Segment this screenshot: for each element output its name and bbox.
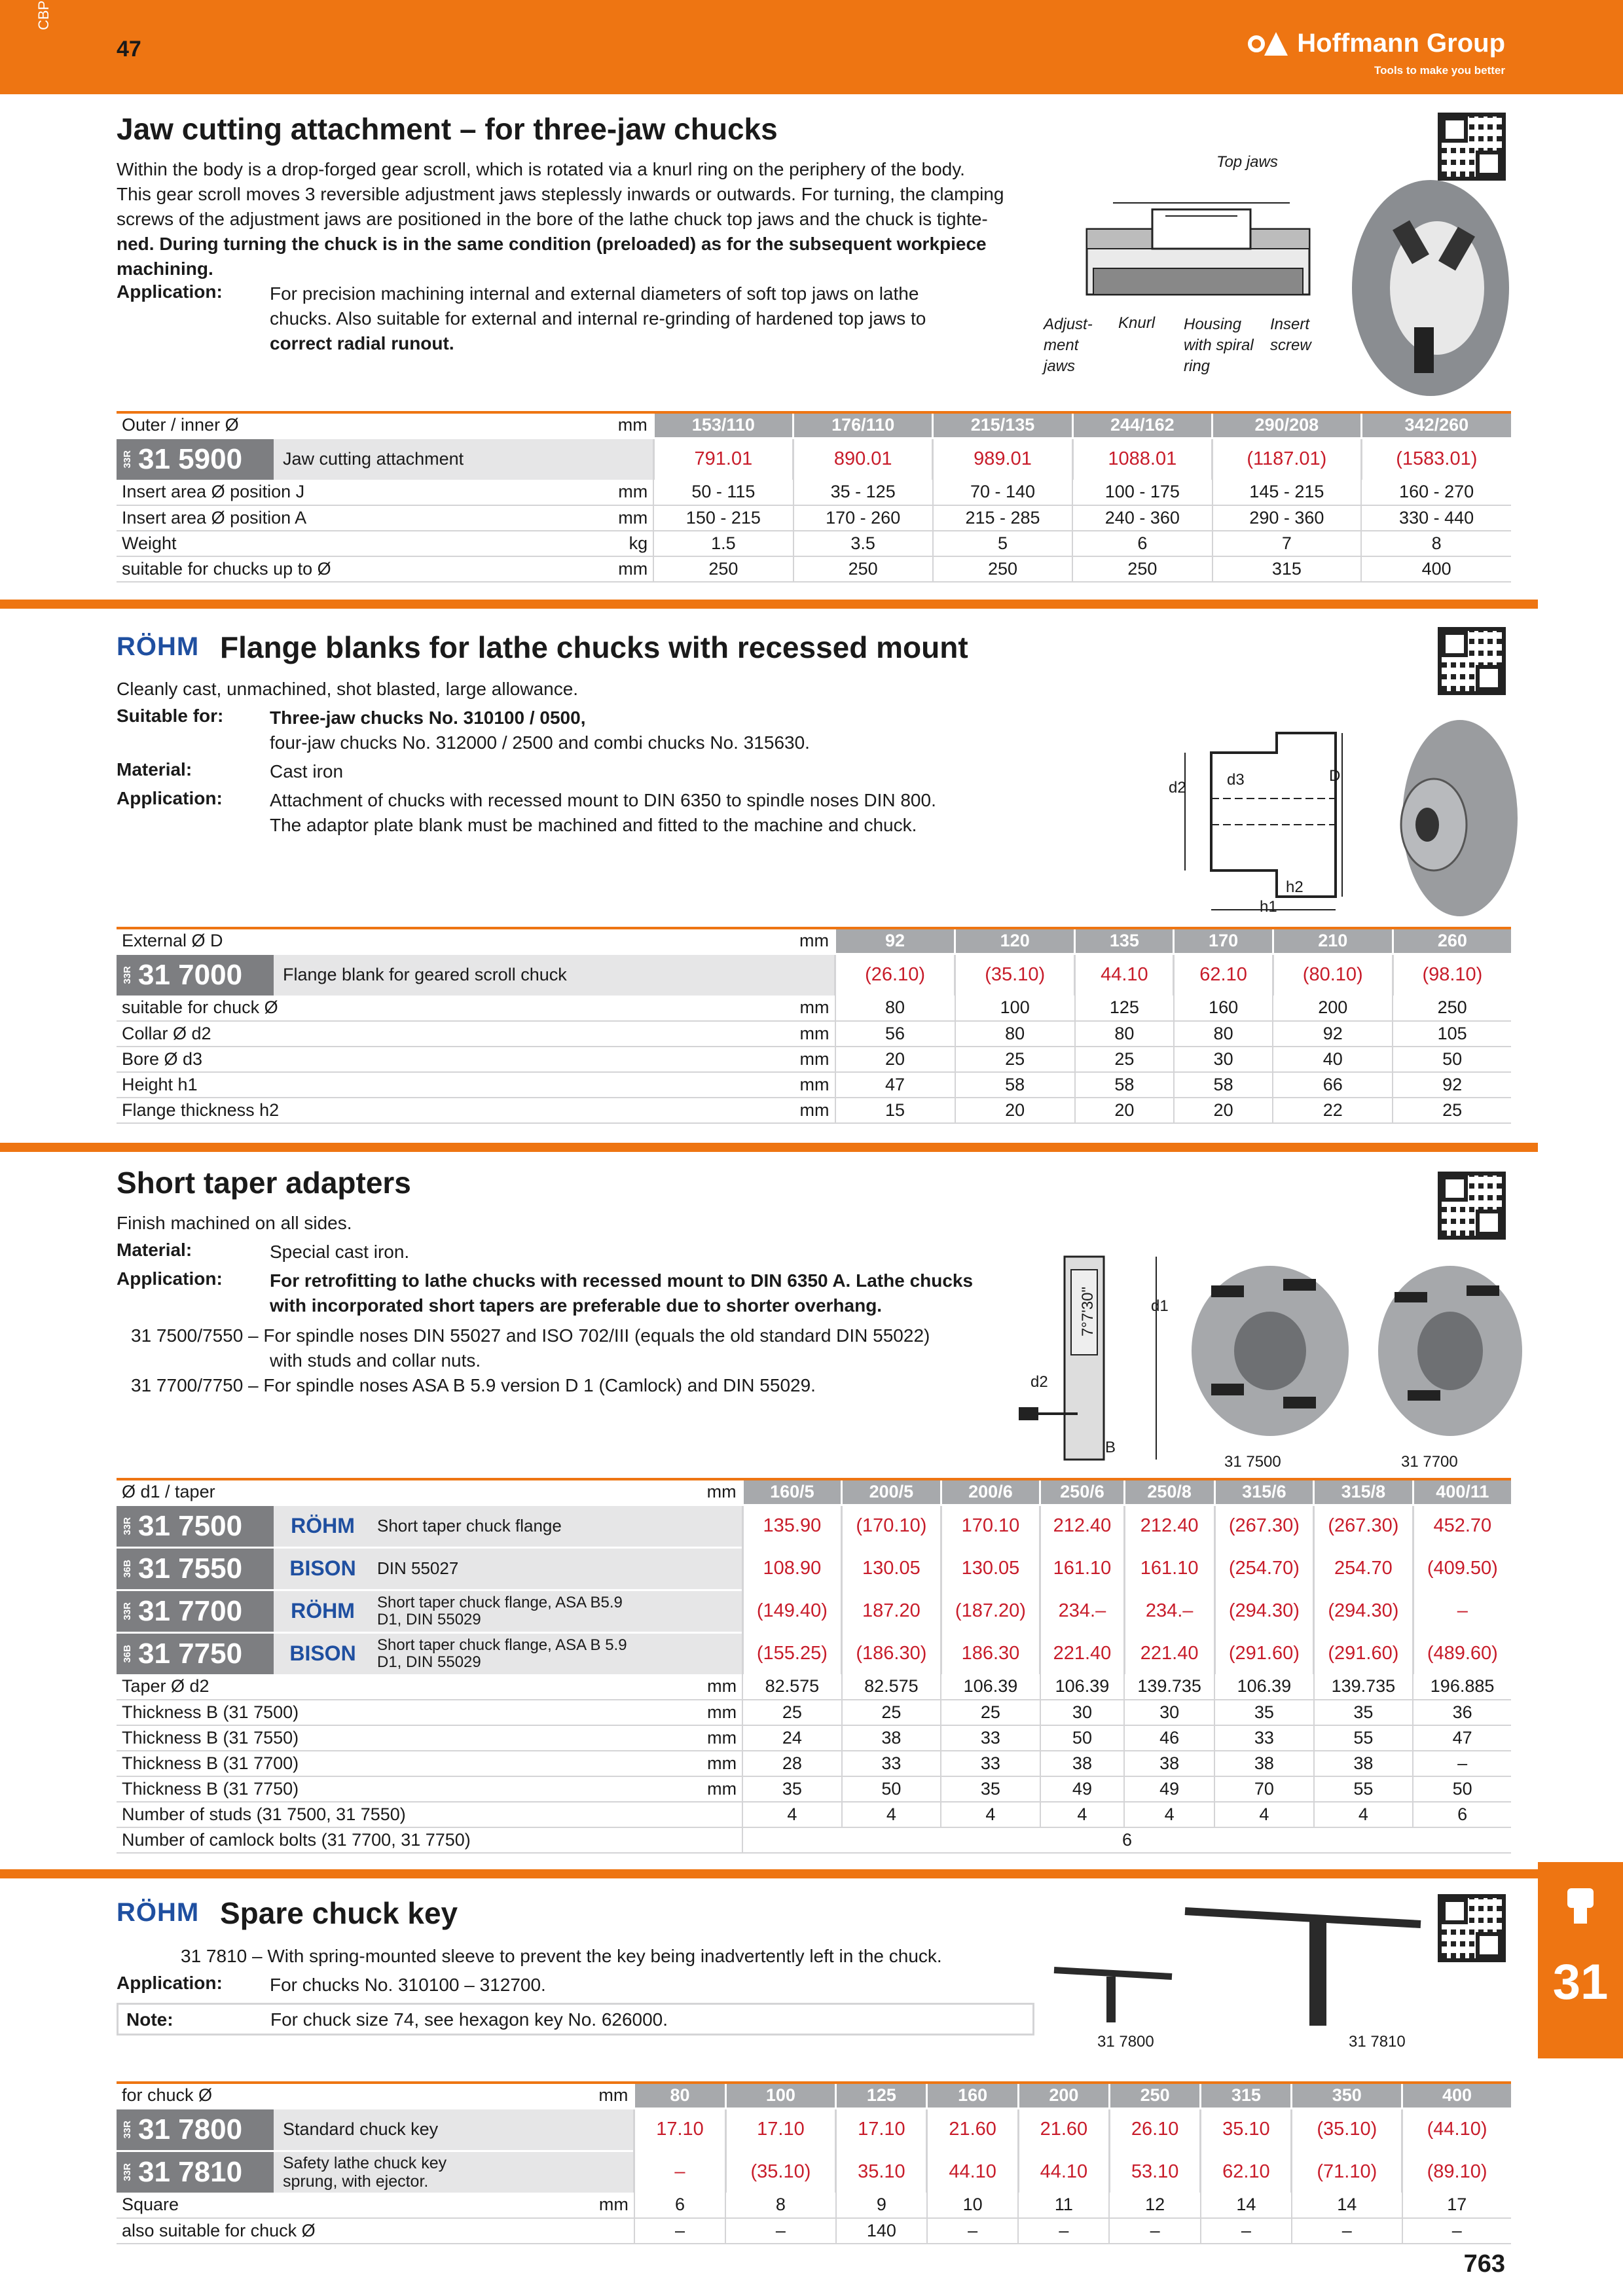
page-number-bottom: 763 — [1463, 2250, 1505, 2278]
article-description: Jaw cutting attachment — [283, 449, 464, 469]
bison-logo: BISON — [289, 1556, 356, 1580]
image-caption: 31 7800 — [1097, 2033, 1154, 2051]
chuck-key-photo — [1048, 1898, 1427, 2029]
material-label: Material: — [117, 759, 192, 780]
material-text: Special cast iron. — [270, 1242, 410, 1262]
short-taper-photo-317700 — [1368, 1246, 1525, 1443]
dim-label: D — [1329, 767, 1341, 785]
chuck-key-description: 31 7810 – With spring-mounted sleeve to prevent the key being inadvertently left in the chuck. — [181, 1946, 942, 1966]
qr-code[interactable] — [1438, 113, 1506, 181]
application-text: For chucks No. 310100 – 312700. — [270, 1975, 546, 1995]
table-short-taper — [117, 1478, 1511, 1854]
section-title-jaw-cutting: Jaw cutting attachment – for three-jaw chucks — [117, 112, 778, 146]
brand-name: Hoffmann Group — [1297, 29, 1505, 58]
section1-application-text: For precision machining internal and external diameters of soft top jaws on lathe chucks. Also suitable for external and internal re-grinding of hardened top jaws to correct radial runout. — [270, 283, 926, 353]
caption-housing: Housing with spiral ring — [1184, 315, 1254, 375]
price: 791.01 — [653, 438, 793, 480]
note-box — [117, 2003, 1034, 2036]
flange-blank-photo — [1381, 713, 1519, 923]
article-number: 33R 31 7700 — [117, 1591, 274, 1632]
chapter-tab[interactable] — [1538, 1862, 1623, 2058]
rohm-logo: RÖHM — [291, 1514, 355, 1537]
price: 989.01 — [933, 438, 1072, 480]
table-row: also suitable for chuck Ø – – 140 – – – – – – — [117, 2218, 1511, 2244]
variant-note-b: 31 7700/7750 – For spindle noses ASA B 5.9 version D 1 (Camlock) and DIN 55029. — [131, 1375, 816, 1395]
dim-label: h1 — [1260, 898, 1277, 916]
section-title-chuck-key: Spare chuck key — [220, 1896, 458, 1930]
brand-tagline: Tools to make you better — [1374, 64, 1505, 77]
table-header-label: Outer / inner Ø — [117, 412, 613, 438]
dim-label: d1 — [1151, 1297, 1169, 1315]
section-divider — [0, 600, 1538, 609]
short-taper-drawing — [1006, 1250, 1163, 1466]
table-row: Collar Ø d2 mm 56 80 80 80 92 105 — [117, 1021, 1511, 1047]
application-label: Application: — [117, 788, 223, 808]
jaw-cutting-photo — [1349, 177, 1512, 399]
article-number: 33R 31 7810 — [117, 2152, 274, 2193]
price: (1583.01) — [1361, 438, 1511, 480]
article-row-317800[interactable]: 33R 31 7800 Standard chuck key 17.10 17.10 17.10 21.60 21.60 26.10 35.10 (35.10) (44.10) — [117, 2108, 1511, 2151]
application-label: Application: — [117, 1973, 223, 1993]
rohm-logo: RÖHM — [291, 1599, 355, 1623]
table-header-row: External Ø D mm 92 120 135 170 210 260 — [117, 928, 1511, 954]
section1-application-label: Application: — [117, 281, 223, 302]
image-caption: 31 7700 — [1401, 1453, 1458, 1471]
table-row: Bore Ø d3 mm 20 25 25 30 40 50 — [117, 1047, 1511, 1072]
table-row: suitable for chuck Ø mm 80 100 125 160 200 250 — [117, 996, 1511, 1021]
qr-code[interactable] — [1438, 1894, 1506, 1962]
article-number: 36B 31 7750 — [117, 1634, 274, 1674]
header-bar — [0, 0, 1623, 94]
dim-label-angle: 7°7'30" — [1079, 1286, 1097, 1337]
table-header-row: for chuck Ø mm 80 100 125 160 200 250 315 350 400 — [117, 2083, 1511, 2108]
section3-intro: Finish machined on all sides. — [117, 1213, 352, 1233]
table-row: Square mm 6 8 9 10 11 12 14 14 17 — [117, 2193, 1511, 2218]
section1-intro: Within the body is a drop-forged gear scroll, which is rotated via a knurl ring on the periphery of the body. This gear scroll moves 3 reversible adjustment jaws steplessly inwards or outwards. For turning, the clamping screws of the adjustment jaws are positioned in the bore of the lathe chuck top jaws and the chuck is tighte- ned. During turning the chuck is in the same condition (preloaded) as for the subsequent workpiece machining. — [117, 159, 1004, 279]
caption-knurl: Knurl — [1118, 314, 1156, 332]
section-title-flange-blanks: Flange blanks for lathe chucks with recessed mount — [220, 630, 968, 664]
dim-label: h2 — [1286, 878, 1304, 896]
article-row-317810[interactable]: 33R 31 7810 Safety lathe chuck key sprung, with ejector. – (35.10) 35.10 44.10 44.10 53.10 62.10 (71.10) (89.10) — [117, 2151, 1511, 2193]
table-header-row: Ø d1 / taper mm 160/5 200/5 200/6 250/6 250/8 315/6 315/8 400/11 — [117, 1479, 1511, 1505]
table-row: Taper Ø d2 mm 82.575 82.575 106.39 106.39 139.735 106.39 139.735 196.885 — [117, 1674, 1511, 1700]
table-row: Thickness B (31 7500) mm 25 25 25 30 30 35 35 36 — [117, 1700, 1511, 1725]
page-number-top: 47 — [117, 37, 141, 62]
application-label: Application: — [117, 1268, 223, 1289]
note-text: For chuck size 74, see hexagon key No. 626000. — [270, 2009, 668, 2030]
table-row: Thickness B (31 7700) mm 28 33 33 38 38 38 38 – — [117, 1751, 1511, 1776]
note-label: Note: — [126, 2009, 173, 2030]
table-chuck-key — [117, 2081, 1511, 2244]
article-number[interactable]: 33R 31 5900 — [117, 439, 274, 480]
chuck-icon — [1564, 1882, 1597, 1928]
qr-code[interactable] — [1438, 627, 1506, 695]
table-row: Thickness B (31 7750) mm 35 50 35 49 49 70 55 50 — [117, 1776, 1511, 1802]
price: 1088.01 — [1072, 438, 1212, 480]
rohm-logo: RÖHM — [117, 1898, 200, 1927]
table-row: Thickness B (31 7550) mm 24 38 33 50 46 33 55 47 — [117, 1725, 1511, 1751]
application-text: Attachment of chucks with recessed mount to DIN 6350 to spindle noses DIN 800. The adaptor plate blank must be machined and fitted to the machine and chuck. — [270, 790, 936, 835]
material-label: Material: — [117, 1240, 192, 1260]
brand-logo[interactable] — [1247, 29, 1505, 58]
dim-label: d2 — [1169, 779, 1186, 797]
variant-note-a: 31 7500/7550 – For spindle noses DIN 55027 and ISO 702/III (equals the old standard DIN 55022) with studs and collar nuts. — [131, 1325, 930, 1371]
image-caption: 31 7810 — [1349, 2033, 1406, 2051]
table-row: Insert area Ø position J mm 50 - 115 35 - 125 70 - 140 100 - 175 145 - 215 160 - 270 — [117, 480, 1511, 505]
table-row: Height h1 mm 47 58 58 58 66 92 — [117, 1072, 1511, 1098]
article-number: 36B 31 7550 — [117, 1549, 274, 1589]
table-header-row: Outer / inner Ø mm 153/110 176/110 215/135 244/162 290/208 342/260 — [117, 412, 1511, 438]
image-caption: 31 7500 — [1224, 1453, 1281, 1471]
dim-label: d3 — [1227, 771, 1245, 789]
article-number: 33R 31 7800 — [117, 2109, 274, 2150]
section-divider — [0, 1143, 1538, 1152]
application-text: For retrofitting to lathe chucks with recessed mount to DIN 6350 A. Lathe chucks with incorporated short tapers are preferable due to shorter overhang. — [270, 1270, 974, 1316]
article-number[interactable]: 33R 31 7000 — [117, 955, 274, 996]
section-title-short-taper: Short taper adapters — [117, 1166, 411, 1200]
table-row: Insert area Ø position A mm 150 - 215 170 - 260 215 - 285 240 - 360 290 - 360 330 - 440 — [117, 505, 1511, 531]
flange-blank-drawing — [1159, 713, 1355, 923]
article-row-317550[interactable]: 36B 31 7550 BISON DIN 55027 108.90 130.05 130.05 161.10 161.10 (254.70) 254.70 (409.50) — [117, 1547, 1511, 1590]
caption-top-jaws: Top jaws — [1216, 153, 1278, 171]
article-row-317500[interactable]: 33R 31 7500 RÖHM Short taper chuck flange 135.90 (170.10) 170.10 212.40 212.40 (267.30) (267.30) 452.70 — [117, 1505, 1511, 1547]
table-row: Flange thickness h2 mm 15 20 20 20 22 25 — [117, 1098, 1511, 1123]
suitable-label: Suitable for: — [117, 706, 224, 726]
dim-label: B — [1105, 1439, 1116, 1456]
section-divider — [0, 1869, 1538, 1878]
rohm-logo: RÖHM — [117, 632, 200, 661]
price: 890.01 — [793, 438, 933, 480]
article-description: Flange blank for geared scroll chuck — [283, 965, 567, 984]
short-taper-photo-317500 — [1178, 1246, 1355, 1443]
table-row: suitable for chucks up to Ø mm 250 250 250 250 315 400 — [117, 556, 1511, 582]
table-row: Weight kg 1.5 3.5 5 6 7 8 — [117, 531, 1511, 556]
chapter-number: 31 — [1552, 1954, 1609, 2010]
suitable-text: Three-jaw chucks No. 310100 / 0500, four-jaw chucks No. 312000 / 2500 and combi chucks No. 315630. — [270, 708, 810, 753]
table-flange-blanks — [117, 927, 1511, 1124]
article-number: 33R 31 7500 — [117, 1506, 274, 1547]
article-row-315900[interactable] — [117, 438, 1511, 480]
material-text: Cast iron — [270, 761, 344, 781]
table-row: Number of studs (31 7500, 31 7550) 4 4 4 4 4 4 4 6 — [117, 1802, 1511, 1827]
hoffmann-logo-icon — [1247, 29, 1289, 58]
price: (1187.01) — [1213, 438, 1362, 480]
article-row-317000[interactable]: 33R 31 7000 Flange blank for geared scroll chuck (26.10) (35.10) 44.10 62.10 (80.10) (98.10) — [117, 954, 1511, 996]
caption-insert-screw: Insert screw — [1270, 315, 1311, 354]
article-row-317700[interactable]: 33R 31 7700 RÖHM Short taper chuck flange, ASA B5.9 D1, DIN 55029 (149.40) 187.20 (187.20) 234.– 234.– (294.30) (294.30) – — [117, 1590, 1511, 1632]
table-jaw-cutting — [117, 411, 1511, 583]
qr-code[interactable] — [1438, 1172, 1506, 1240]
bison-logo: BISON — [289, 1641, 356, 1665]
section2-intro: Cleanly cast, unmachined, shot blasted, large allowance. — [117, 679, 579, 699]
table-row: Number of camlock bolts (31 7700, 31 7750) 6 — [117, 1827, 1511, 1853]
dim-label: d2 — [1030, 1373, 1048, 1391]
caption-adjustment-jaws: Adjust- ment jaws — [1044, 315, 1093, 375]
article-row-317750[interactable]: 36B 31 7750 BISON Short taper chuck flange, ASA B 5.9 D1, DIN 55029 (155.25) (186.30) 186.30 221.40 221.40 (291.60) (291.60) (489.60) — [117, 1632, 1511, 1674]
side-label: CBP — [35, 0, 52, 30]
